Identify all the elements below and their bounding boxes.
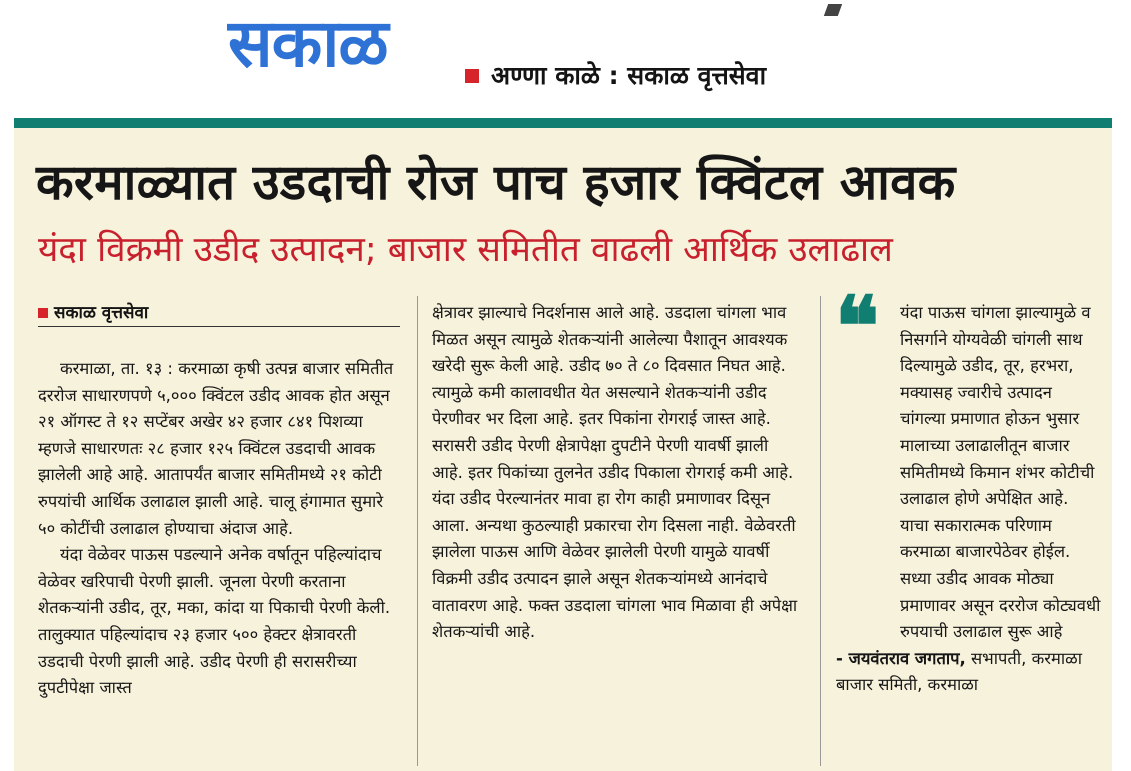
- corner-mark-icon: [824, 4, 842, 16]
- byline-text: अण्णा काळे : सकाळ वृत्तसेवा: [491, 61, 767, 90]
- source-label: [38, 300, 148, 326]
- quote-icon: ❝: [835, 279, 880, 375]
- quote-column: [836, 300, 1102, 699]
- quote-speaker: - जयवंतराव जगताप,: [836, 648, 966, 668]
- source-label-text: सकाळ वृत्तसेवा: [54, 303, 149, 323]
- article-column-1: [38, 356, 398, 702]
- article-column-2: [432, 300, 804, 646]
- column-divider: [417, 296, 418, 766]
- quote-attribution: [836, 646, 1102, 699]
- paragraph: क्षेत्रावर झाल्याचे निदर्शनास आले आहे. उडदाला चांगला भाव मिळत असून त्यामुळे शेतकऱ्यांनी आलेल्या पैशातून आवश्यक खरेदी सुरू केली आहे. उडीद ७० ते ८० दिवसात निघत आहे. त्यामुळे कमी कालावधीत येत असल्याने शेतकऱ्यांनी उडीद पेरणीवर भर दिला आहे. इतर पिकांना रोगराई जास्त आहे. सरासरी उडीद पेरणी क्षेत्रापेक्षा दुपटीने पेरणी यावर्षी झाली आहे. इतर पिकांच्या तुलनेत उडीद पिकाला रोगराई कमी आहे. यंदा उडीद पेरल्यानंतर मावा हा रोग काही प्रमाणावर दिसून आला. अन्यथा कुठल्याही प्रकारचा रोग दिसला नाही. वेळेवरती झालेला पाऊस आणि वेळेवर झालेली पेरणी यामुळे यावर्षी विक्रमी उडीद उत्पादन झाले असून शेतकऱ्यांमध्ये आनंदाचे वातावरण आहे. फक्त उडदाला चांगला भाव मिळावा ही अपेक्षा शेतकऱ्यांची आहे.: [432, 303, 798, 642]
- newspaper-logo: सकाळ: [228, 5, 388, 82]
- column-divider: [820, 296, 821, 766]
- quote-body: यंदा पाऊस चांगला झाल्यामुळे व निसर्गाने योग्यवेळी चांगली साथ दिल्यामुळे उडीद, तूर, हरभरा, मक्यासह ज्वारीचे उत्पादन चांगल्या प्रमाणात होऊन भुसार मालाच्या उलाढालीतून बाजार समितीमध्ये किमान शंभर कोटीची उलाढाल होणे अपेक्षित आहे. याचा सकारात्मक परिणाम करमाळा बाजारपेठेवर होईल. सध्या उडीद आवक मोठ्या प्रमाणावर असून दररोज कोट्यवधी रुपयाची उलाढाल सुरू आहे: [900, 303, 1101, 642]
- paragraph: करमाळा, ता. १३ : करमाळा कृषी उत्पन्न बाजार समितीत दररोज साधारणपणे ५,००० क्विंटल उडीद आवक होत असून २१ ऑगस्ट ते १२ सप्टेंबर अखेर ४२ हजार ८४१ पिशव्या म्हणजे साधारणतः २८ हजार १२५ क्विंटल उडदाची आवक झालेली आहे आहे. आतापर्यंत बाजार समितीमध्ये २१ कोटी रुपयांची आर्थिक उलाढाल झाली आहे. चालू हंगामात सुमारे ५० कोटींची उलाढाल होण्याचा अंदाज आहे.: [38, 359, 394, 538]
- red-square-icon: [38, 308, 48, 318]
- red-square-icon: [465, 69, 479, 83]
- source-rule: [38, 326, 400, 327]
- quote-text: [836, 300, 1102, 646]
- paragraph: यंदा वेळेवर पाऊस पडल्याने अनेक वर्षातून पहिल्यांदाच वेळेवर खरिपाची पेरणी झाली. जूनला पेरणी करताना शेतकऱ्यांनी उडीद, तूर, मका, कांदा या पिकाची पेरणी केली. तालुक्यात पहिल्यांदाच २३ हजार ५०० हेक्टर क्षेत्रावरती उडदाची पेरणी झाली आहे. उडीद पेरणी ही सरासरीच्या दुपटीपेक्षा जास्त: [38, 545, 391, 698]
- header-divider: [14, 118, 1112, 128]
- masthead: [0, 0, 1131, 118]
- article: [14, 128, 1112, 771]
- subheadline: यंदा विक्रमी उडीद उत्पादन; बाजार समितीत वाढली आर्थिक उलाढाल: [38, 230, 893, 270]
- byline: [465, 56, 766, 96]
- quote-speaker-title: सभापती, करमाळा बाजार समिती, करमाळा: [836, 648, 1082, 695]
- headline: करमाळ्यात उडदाची रोज पाच हजार क्विंटल आवक: [36, 154, 956, 211]
